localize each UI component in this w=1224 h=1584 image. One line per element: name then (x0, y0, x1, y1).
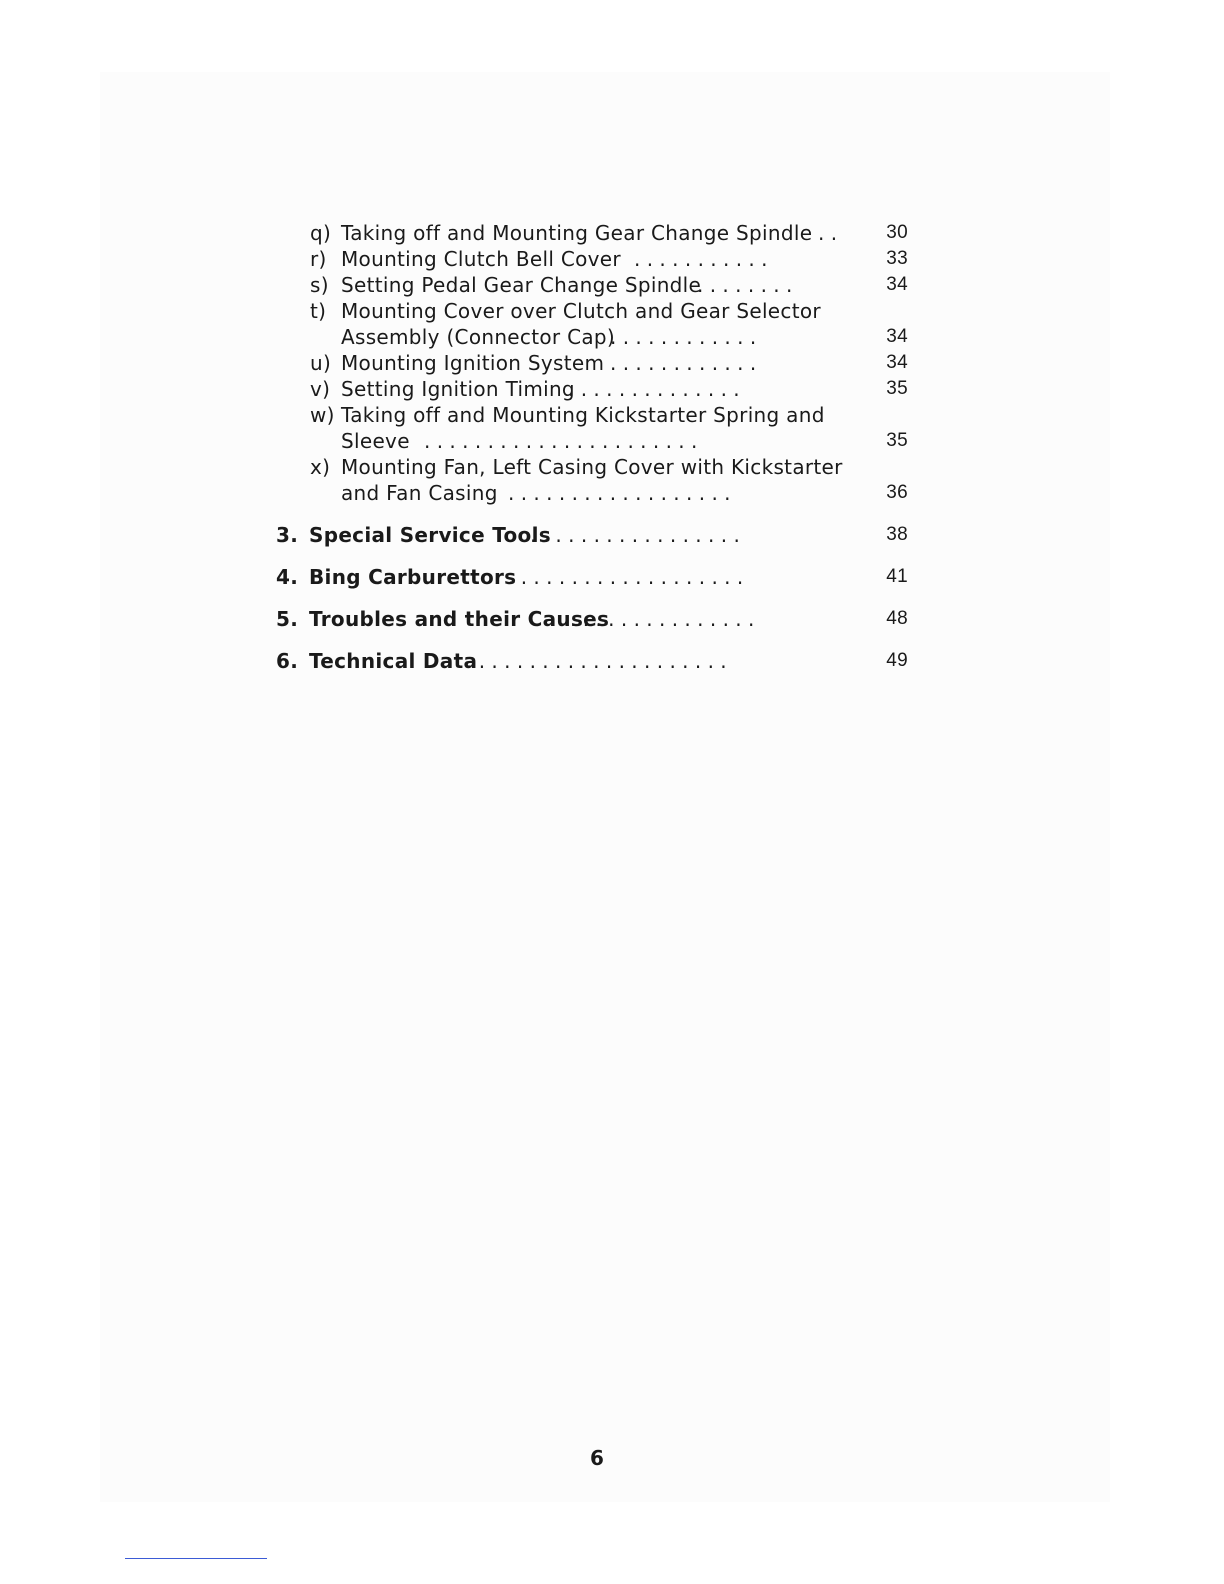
entry-page: 33 (886, 248, 908, 269)
entry-title: Sleeve (341, 429, 410, 453)
section-page: 41 (886, 566, 908, 587)
entry-letter: q) (310, 221, 332, 245)
page-number: 6 (590, 1446, 604, 1470)
entry-page: 30 (886, 222, 908, 243)
entry-title: and Fan Casing (341, 481, 498, 505)
leader-dots: . . . . . . . . . . . . . . (568, 377, 740, 401)
entry-title: Setting Ignition Timing (341, 377, 575, 401)
section-title: Troubles and their Causes (309, 607, 610, 631)
entry-title: Mounting Fan, Left Casing Cover with Kickstarter (341, 455, 843, 479)
leader-dots: . . . . . . . . . . . . . . . . . . . . . (466, 649, 727, 673)
leader-dots: . . . . . . . . . . . . . . . . . . (508, 481, 731, 505)
entry-title: Assembly (Connector Cap) (341, 325, 615, 349)
entry-title: Mounting Cover over Clutch and Gear Selector (341, 299, 821, 323)
entry-letter: t) (310, 299, 327, 323)
entry-page: 36 (886, 482, 908, 503)
entry-letter: r) (310, 247, 327, 271)
leader-dots: . . . . . . . . . . . (634, 247, 768, 271)
section-number: 3. (276, 523, 299, 547)
entry-letter: v) (310, 377, 331, 401)
section-number: 4. (276, 565, 299, 589)
leader-dots: . . . . . . . . . . . . . . . . . . . . . . (424, 429, 698, 453)
section-page: 38 (886, 524, 908, 545)
entry-page: 34 (886, 326, 908, 347)
entry-letter: w) (310, 403, 335, 427)
entry-letter: s) (310, 273, 329, 297)
entry-title: Setting Pedal Gear Change Spindle (341, 273, 702, 297)
leader-dots: . . . . . . . . . . . . . . . (570, 607, 755, 631)
bottom-rule (125, 1558, 267, 1559)
leader-dots: . . . . . . . . (697, 273, 793, 297)
section-page: 49 (886, 650, 908, 671)
section-page: 48 (886, 608, 908, 629)
entry-letter: u) (310, 351, 332, 375)
leader-dots: . . . . . . . . . . . . (610, 351, 757, 375)
section-number: 5. (276, 607, 299, 631)
leader-dots: . . . . . . . . . . . . . . . . . . . (508, 565, 744, 589)
entry-page: 35 (886, 430, 908, 451)
leader-dots: . . . . . . . . . . . . . . . . . (530, 523, 740, 547)
entry-title: Taking off and Mounting Kickstarter Spring and (341, 403, 825, 427)
leader-dots: . . . . . . . . . . . . (610, 325, 757, 349)
section-title: Special Service Tools (309, 523, 551, 547)
entry-page: 34 (886, 352, 908, 373)
entry-title: Taking off and Mounting Gear Change Spindle (341, 221, 813, 245)
entry-letter: x) (310, 455, 331, 479)
section-title: Bing Carburettors (309, 565, 517, 589)
section-number: 6. (276, 649, 299, 673)
entry-title: Mounting Clutch Bell Cover (341, 247, 621, 271)
entry-page: 34 (886, 274, 908, 295)
leader-dots: . . (818, 221, 838, 245)
entry-page: 35 (886, 378, 908, 399)
section-title: Technical Data (309, 649, 478, 673)
entry-title: Mounting Ignition System (341, 351, 605, 375)
